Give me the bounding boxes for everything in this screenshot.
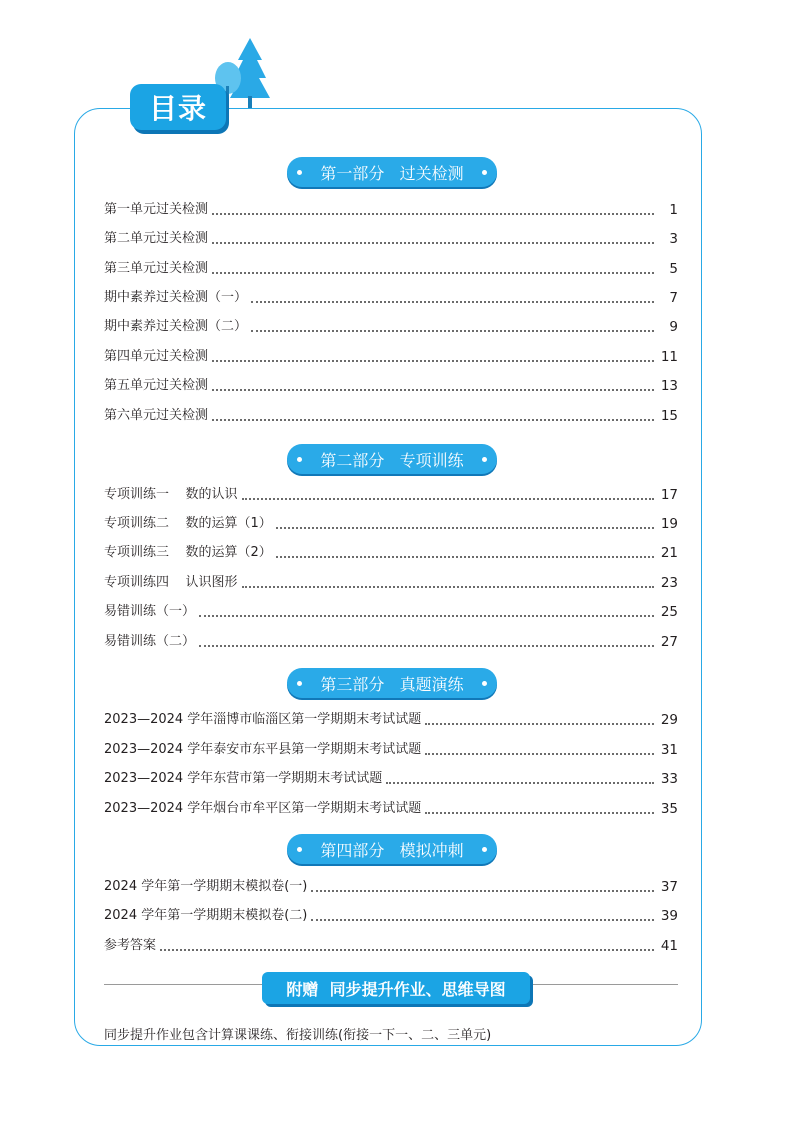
- dot-leader: [212, 360, 654, 362]
- toc-entry[interactable]: [104, 199, 678, 219]
- toc-entry-label: 2023—2024 学年东营市第一学期期末考试试题: [104, 771, 383, 786]
- dot-leader: [212, 389, 654, 391]
- dot-leader: [199, 615, 654, 617]
- toc-entry-label: 专项训练三 数的运算（2）: [104, 545, 272, 560]
- dot-leader: [425, 812, 654, 814]
- dot-leader: [212, 242, 654, 244]
- toc-entry-page-number: 23: [660, 575, 678, 591]
- toc-entry-page-number: 7: [669, 290, 678, 306]
- toc-entry-label: 第四单元过关检测: [104, 349, 209, 364]
- toc-entry[interactable]: [104, 905, 678, 925]
- dot-leader: [425, 723, 654, 725]
- toc-entry-label: 易错训练（一）: [104, 604, 196, 619]
- toc-entry[interactable]: [104, 601, 678, 621]
- toc-entry[interactable]: [104, 513, 678, 533]
- dot-leader: [212, 213, 654, 215]
- toc-entry-label: 专项训练四 认识图形: [104, 575, 238, 590]
- toc-entry[interactable]: [104, 572, 678, 592]
- dot-leader: [212, 419, 654, 421]
- toc-entry-page-number: 29: [660, 712, 678, 728]
- dot-icon: [482, 457, 487, 462]
- section-heading: [287, 668, 497, 698]
- dot-icon: [482, 847, 487, 852]
- dot-icon: [297, 681, 302, 686]
- toc-entry-page-number: 37: [660, 879, 678, 895]
- dot-leader: [199, 645, 654, 647]
- dot-leader: [311, 890, 654, 892]
- toc-entry-page-number: 19: [660, 516, 678, 532]
- toc-entry-label: 期中素养过关检测（一）: [104, 290, 248, 305]
- toc-entry-page-number: 3: [669, 231, 678, 247]
- toc-entry[interactable]: [104, 228, 678, 248]
- dot-leader: [276, 527, 654, 529]
- dot-leader: [311, 919, 654, 921]
- toc-entry-page-number: 1: [669, 202, 678, 218]
- dot-leader: [276, 556, 654, 558]
- toc-entry-page-number: 11: [660, 349, 678, 365]
- dot-leader: [242, 586, 654, 588]
- toc-entry-page-number: 33: [660, 771, 678, 787]
- toc-entry-label: 第三单元过关检测: [104, 261, 209, 276]
- toc-entry[interactable]: [104, 935, 678, 955]
- section-heading: [287, 834, 497, 864]
- toc-entry-label: 专项训练一 数的认识: [104, 487, 238, 502]
- toc-entry[interactable]: [104, 405, 678, 425]
- toc-entry-label: 专项训练二 数的运算（1）: [104, 516, 272, 531]
- dot-icon: [482, 170, 487, 175]
- toc-entry[interactable]: [104, 375, 678, 395]
- section-heading: [287, 444, 497, 474]
- toc-entry-label: 2023—2024 学年烟台市牟平区第一学期期末考试试题: [104, 801, 422, 816]
- page-title: 目录: [130, 84, 226, 130]
- section-heading-label: 第三部分 真题演练: [320, 674, 464, 694]
- toc-entry-label: 第六单元过关检测: [104, 408, 209, 423]
- toc-entry-page-number: 41: [660, 938, 678, 954]
- toc-entry-label: 2023—2024 学年泰安市东平县第一学期期末考试试题: [104, 742, 422, 757]
- toc-entry[interactable]: [104, 768, 678, 788]
- dot-leader: [425, 753, 654, 755]
- section-heading-label: 第一部分 过关检测: [320, 163, 464, 183]
- toc-entry-label: 2024 学年第一学期期末模拟卷(一): [104, 879, 308, 894]
- toc-entry[interactable]: [104, 709, 678, 729]
- dot-icon: [482, 681, 487, 686]
- toc-entry-label: 第一单元过关检测: [104, 202, 209, 217]
- toc-entry[interactable]: [104, 542, 678, 562]
- toc-entry-page-number: 31: [660, 742, 678, 758]
- toc-entry-label: 第二单元过关检测: [104, 231, 209, 246]
- toc-entry-page-number: 17: [660, 487, 678, 503]
- section-heading-label: 第四部分 模拟冲刺: [320, 840, 464, 860]
- toc-entry-label: 2024 学年第一学期期末模拟卷(二): [104, 908, 308, 923]
- dot-leader: [160, 949, 654, 951]
- toc-entry-label: 2023—2024 学年淄博市临淄区第一学期期末考试试题: [104, 712, 422, 727]
- toc-entry-page-number: 9: [669, 319, 678, 335]
- toc-entry[interactable]: [104, 484, 678, 504]
- dot-icon: [297, 847, 302, 852]
- section-heading-label: 第二部分 专项训练: [320, 450, 464, 470]
- toc-entry-page-number: 21: [660, 545, 678, 561]
- dot-leader: [251, 301, 654, 303]
- toc-entry-page-number: 27: [660, 634, 678, 650]
- toc-entry-page-number: 35: [660, 801, 678, 817]
- dot-leader: [386, 782, 654, 784]
- toc-entry-page-number: 15: [660, 408, 678, 424]
- toc-entry[interactable]: [104, 346, 678, 366]
- toc-entry-label: 第五单元过关检测: [104, 378, 209, 393]
- toc-entry[interactable]: [104, 287, 678, 307]
- toc-entry[interactable]: [104, 258, 678, 278]
- toc-entry-page-number: 5: [669, 261, 678, 277]
- toc-entry-page-number: 39: [660, 908, 678, 924]
- toc-entry-label: 参考答案: [104, 938, 157, 953]
- bonus-heading: 附赠 同步提升作业、思维导图: [262, 972, 530, 1004]
- toc-entry-label: 易错训练（二）: [104, 634, 196, 649]
- toc-entry[interactable]: [104, 739, 678, 759]
- toc-entry[interactable]: [104, 316, 678, 336]
- dot-icon: [297, 457, 302, 462]
- dot-leader: [251, 330, 654, 332]
- dot-leader: [212, 272, 654, 274]
- toc-entry[interactable]: [104, 876, 678, 896]
- toc-entry[interactable]: [104, 798, 678, 818]
- bonus-note: 同步提升作业包含计算课课练、衔接训练(衔接一下一、二、三单元): [104, 1028, 492, 1043]
- section-heading: [287, 157, 497, 187]
- dot-icon: [297, 170, 302, 175]
- toc-entry-label: 期中素养过关检测（二）: [104, 319, 248, 334]
- toc-entry-page-number: 13: [660, 378, 678, 394]
- dot-leader: [242, 498, 654, 500]
- toc-entry[interactable]: [104, 631, 678, 651]
- toc-entry-page-number: 25: [660, 604, 678, 620]
